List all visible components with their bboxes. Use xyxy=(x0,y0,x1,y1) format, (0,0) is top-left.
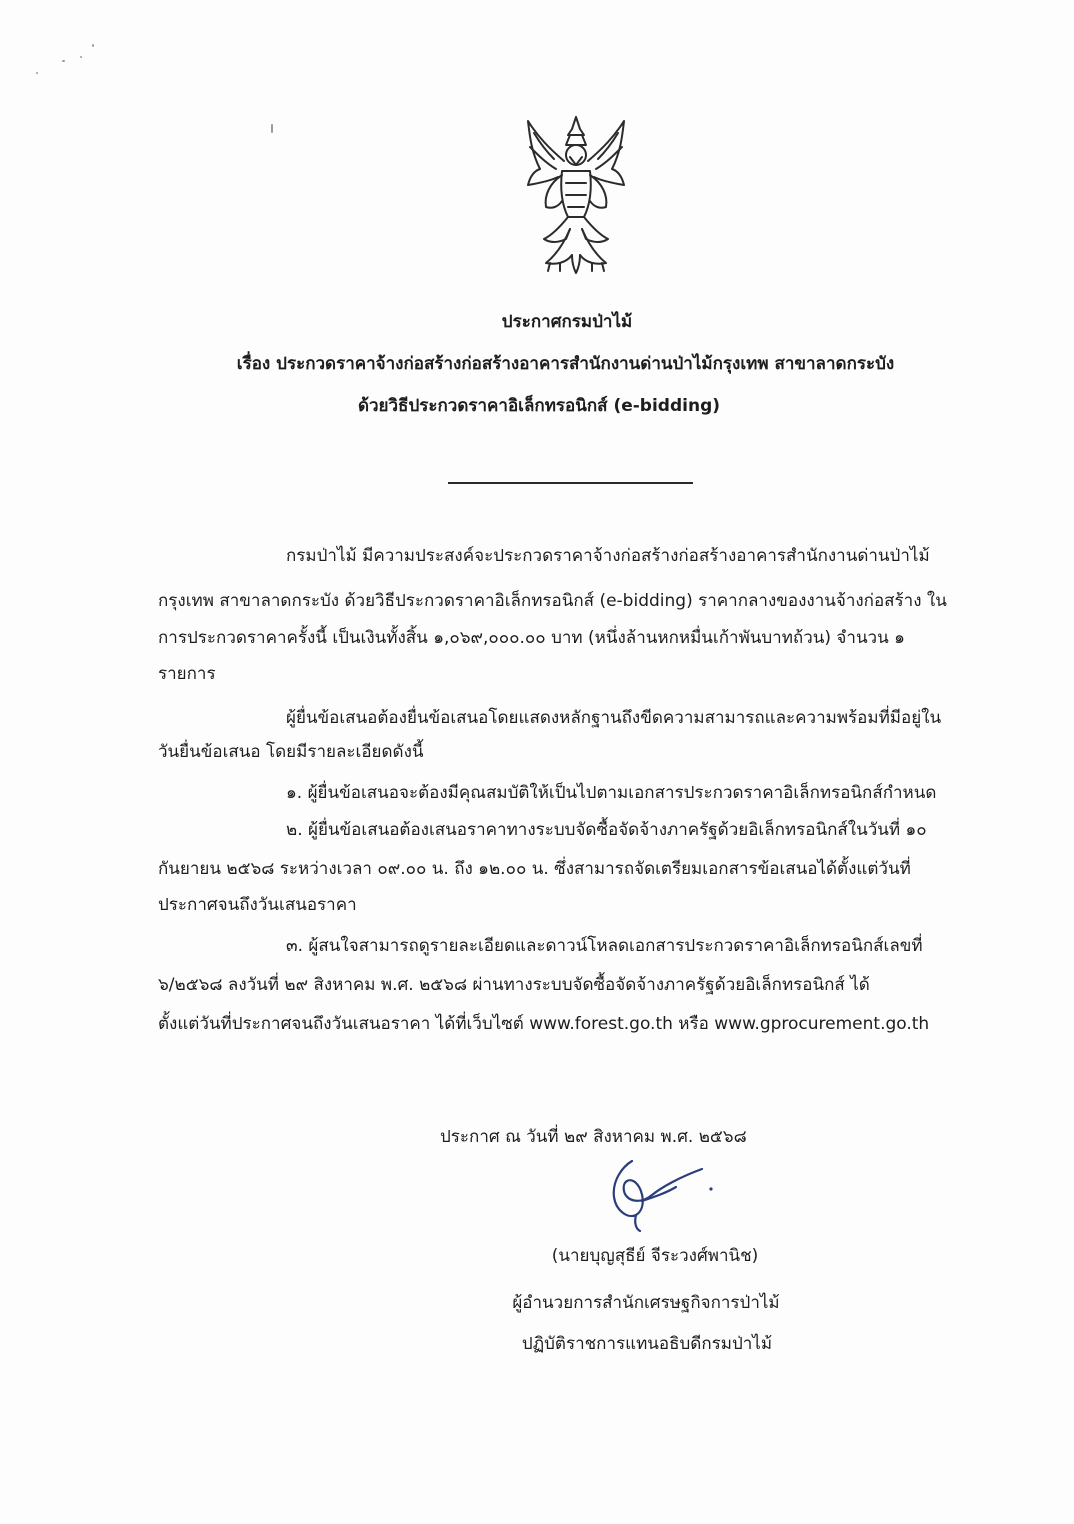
body-line: ๖/๒๕๖๘ ลงวันที่ ๒๙ สิงหาคม พ.ศ. ๒๕๖๘ ผ่านทางระบบจัดซื้อจัดจ้างภาครัฐด้วยอิเล็กทรอนิกส์ ได้ xyxy=(158,975,870,995)
signer-acting: ปฏิบัติราชการแทนอธิบดีกรมป่าไม้ xyxy=(521,1334,773,1354)
signer-name: (นายบุญสุธีย์ จีระวงศ์พานิช) xyxy=(551,1246,759,1266)
body-line: ๓. ผู้สนใจสามารถดูรายละเอียดและดาวน์โหลดเอกสารประกวดราคาอิเล็กทรอนิกส์เลขที่ xyxy=(286,936,923,956)
body-line: รายการ xyxy=(158,664,216,684)
body-line: ตั้งแต่วันที่ประกาศจนถึงวันเสนอราคา ได้ที่เว็บไซต์ www.forest.go.th หรือ www.gprocurement.go.th xyxy=(158,1014,930,1034)
page-title: ประกาศกรมป่าไม้ xyxy=(501,312,633,332)
body-line: ๑. ผู้ยื่นข้อเสนอจะต้องมีคุณสมบัติให้เป็นไปตามเอกสารประกวดราคาอิเล็กทรอนิกส์กำหนด xyxy=(286,783,937,803)
signer-position: ผู้อำนวยการสำนักเศรษฐกิจการป่าไม้ xyxy=(512,1293,780,1313)
body-line: กันยายน ๒๕๖๘ ระหว่างเวลา ๐๙.๐๐ น. ถึง ๑๒.๐๐ น. ซึ่งสามารถจัดเตรียมเอกสารข้อเสนอได้ตั้งแต่วันที่ xyxy=(158,859,911,879)
title-divider xyxy=(448,482,693,484)
body-line: วันยื่นข้อเสนอ โดยมีรายละเอียดดังนี้ xyxy=(158,742,424,762)
scan-speck xyxy=(92,44,94,47)
announce-date: ประกาศ ณ วันที่ ๒๙ สิงหาคม พ.ศ. ๒๕๖๘ xyxy=(440,1127,747,1147)
body-line: ประกาศจนถึงวันเสนอราคา xyxy=(158,895,357,915)
body-line: ผู้ยื่นข้อเสนอต้องยื่นข้อเสนอโดยแสดงหลักฐานถึงขีดความสามารถและความพร้อมที่มีอยู่ใน xyxy=(286,708,942,728)
garuda-emblem xyxy=(520,113,632,275)
scan-speck xyxy=(62,60,65,62)
body-line: กรุงเทพ สาขาลาดกระบัง ด้วยวิธีประกวดราคาอิเล็กทรอนิกส์ (e-bidding) ราคากลางของงานจ้างก่อสร้าง ใน xyxy=(158,591,947,611)
body-line: การประกวดราคาครั้งนี้ เป็นเงินทั้งสิ้น ๑,๐๖๙,๐๐๐.๐๐ บาท (หนึ่งล้านหกหมื่นเก้าพันบาทถ้วน) จำนวน ๑ xyxy=(158,628,905,648)
signature xyxy=(606,1157,718,1233)
scan-speck xyxy=(271,124,273,133)
announcement-header xyxy=(0,311,1074,437)
method-line: ด้วยวิธีประกวดราคาอิเล็กทรอนิกส์ (e-bidding) xyxy=(357,396,721,416)
body-line: ๒. ผู้ยื่นข้อเสนอต้องเสนอราคาทางระบบจัดซื้อจัดจ้างภาครัฐด้วยอิเล็กทรอนิกส์ในวันที่ ๑๐ xyxy=(286,820,927,840)
scan-speck xyxy=(80,56,82,58)
scan-speck xyxy=(36,72,38,74)
body-line: กรมป่าไม้ มีความประสงค์จะประกวดราคาจ้างก่อสร้างก่อสร้างอาคารสำนักงานด่านป่าไม้ xyxy=(286,546,930,566)
subject-line: เรื่อง ประกวดราคาจ้างก่อสร้างก่อสร้างอาคารสำนักงานด่านป่าไม้กรุงเทพ สาขาลาดกระบัง xyxy=(236,354,895,374)
